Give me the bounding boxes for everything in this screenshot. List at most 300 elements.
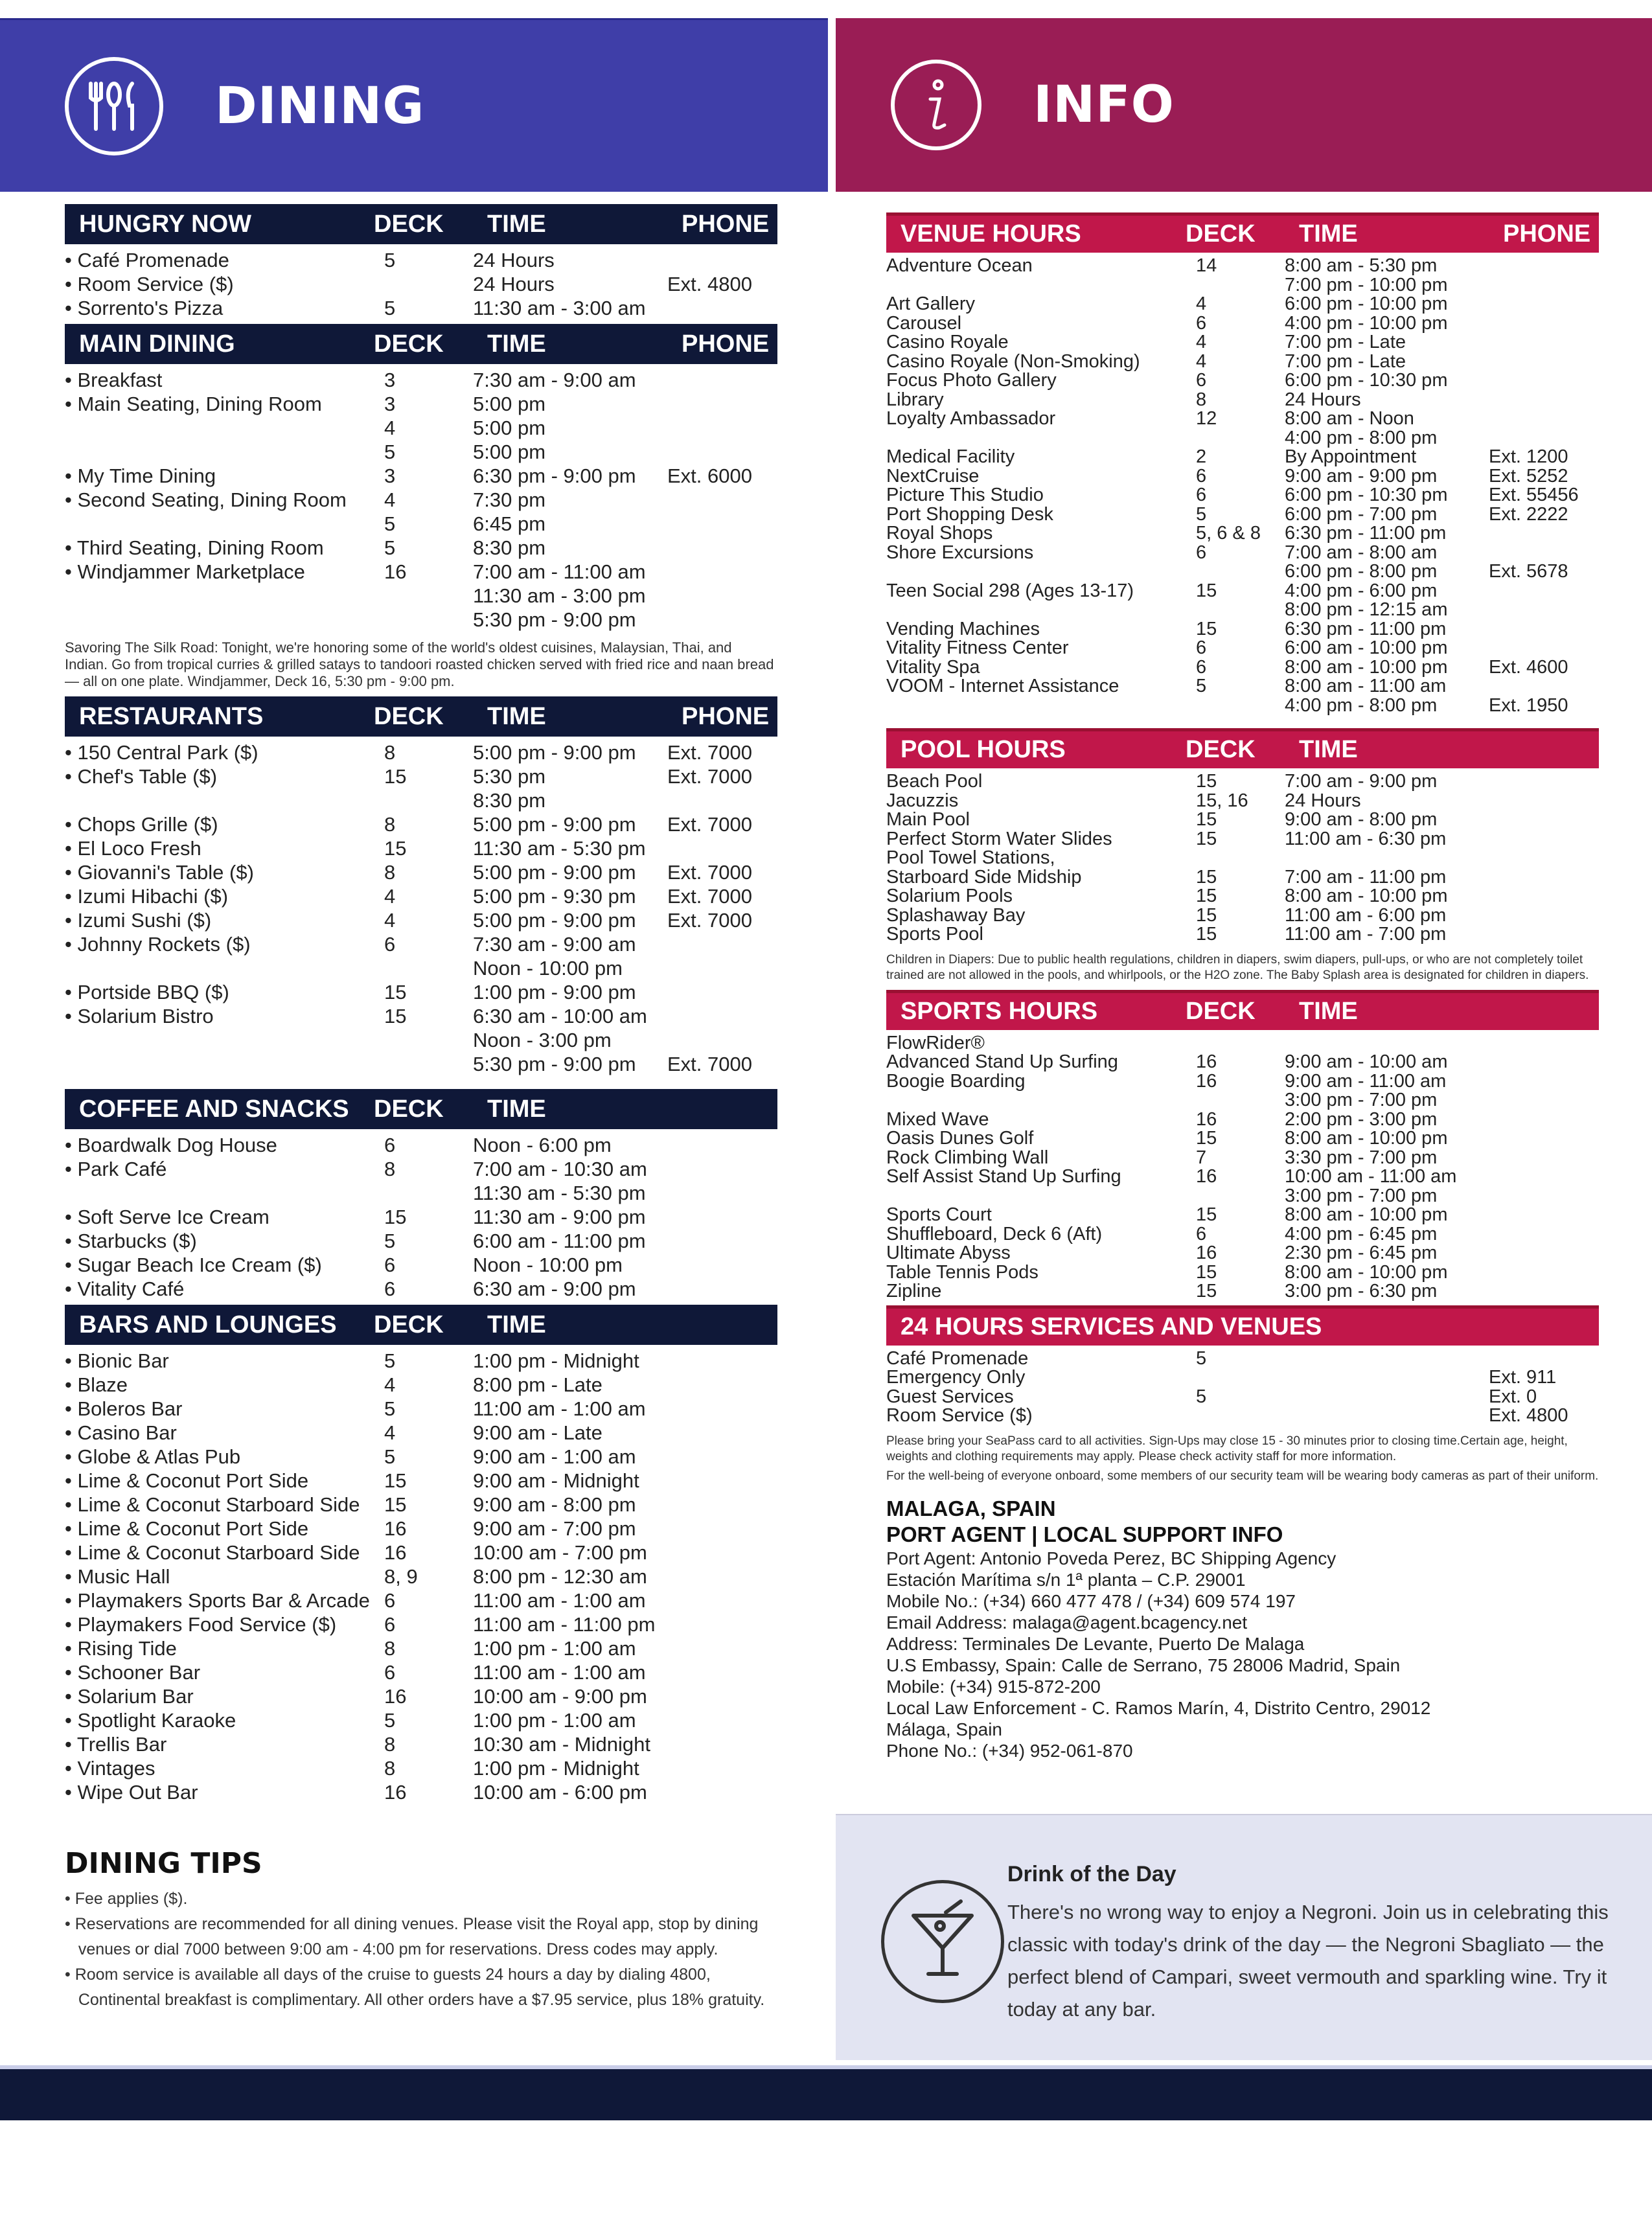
phone: Ext. 5252 — [1489, 465, 1568, 487]
deck: 15 — [1196, 866, 1217, 888]
phone: Ext. 7000 — [667, 765, 752, 788]
list-item — [65, 932, 777, 956]
phone: Ext. 6000 — [667, 464, 752, 487]
time: 9:00 am - Late — [473, 1421, 602, 1444]
deck: 15 — [384, 981, 407, 1003]
list-item — [65, 764, 777, 788]
column-header: TIME — [487, 1311, 546, 1338]
time: 5:00 pm — [473, 441, 546, 463]
section-header — [65, 324, 777, 364]
deck: 6 — [1196, 312, 1207, 334]
deck: 16 — [384, 1541, 407, 1564]
list-item — [886, 391, 1599, 410]
venue-name: Vitality Fitness Center — [886, 637, 1069, 658]
deck: 15 — [1196, 771, 1217, 792]
list-item — [65, 1612, 777, 1636]
deck: 3 — [384, 464, 396, 487]
list-item — [65, 1780, 777, 1804]
deck: 15 — [1196, 580, 1217, 601]
venue-name: Casino Royale — [886, 332, 1009, 352]
venue-name: • Chops Grille ($) — [65, 812, 360, 836]
list-item — [886, 658, 1599, 678]
phone: Ext. 4600 — [1489, 656, 1568, 678]
list-item — [65, 740, 777, 764]
dining-header — [0, 18, 828, 192]
phone: Ext. 5678 — [1489, 561, 1568, 582]
venue-name: • Izumi Hibachi ($) — [65, 884, 360, 908]
time: 24 Hours — [473, 249, 555, 271]
venue-name: NextCruise — [886, 465, 980, 487]
venue-name: • Soft Serve Ice Cream — [65, 1205, 360, 1229]
port-line: Mobile No.: (+34) 660 477 478 / (+34) 609 574 197 — [886, 1590, 1296, 1611]
deck: 6 — [384, 1613, 396, 1636]
list-item — [65, 1493, 777, 1517]
time: 11:00 am - 1:00 am — [473, 1661, 646, 1684]
deck: 15 — [1196, 828, 1217, 849]
time: 5:00 pm — [473, 393, 546, 415]
list-item — [65, 908, 777, 932]
venue-name: Beach Pool — [886, 771, 983, 792]
time: 10:30 am - Midnight — [473, 1733, 650, 1756]
info-title: INFO — [1033, 76, 1175, 134]
column-header: TIME — [487, 330, 546, 358]
list-item — [886, 409, 1599, 429]
venue-name: • Lime & Coconut Port Side — [65, 1517, 360, 1541]
venue-name: • Playmakers Sports Bar & Arcade — [65, 1588, 360, 1612]
list-item — [886, 544, 1599, 563]
list-item — [65, 1517, 777, 1541]
time: 7:00 pm - Late — [1285, 350, 1406, 372]
deck: 4 — [384, 885, 396, 908]
port-line: Estación Marítima s/n 1ª planta – C.P. 29001 — [886, 1569, 1246, 1590]
dining-title: DINING — [215, 76, 425, 135]
section-rows — [886, 1346, 1599, 1430]
time: 11:00 am - 7:00 pm — [1285, 924, 1447, 945]
time: 7:30 am - 9:00 am — [473, 933, 636, 956]
column-header: TIME — [487, 702, 546, 730]
column-header: DECK — [1186, 736, 1256, 763]
section-header — [65, 1305, 777, 1345]
tip-line: Continental breakfast is complimentary. All other orders have a $7.95 service, plus 18% gratuity. — [65, 1991, 765, 2009]
deck: 8, 9 — [384, 1565, 418, 1588]
time: 6:30 pm - 11:00 pm — [1285, 523, 1447, 544]
list-item — [886, 505, 1599, 525]
time: 8:30 pm — [473, 789, 546, 812]
deck: 15 — [1196, 618, 1217, 639]
column-header: PHONE — [682, 702, 770, 730]
deck: 5 — [384, 1709, 396, 1732]
list-item — [886, 925, 1599, 945]
list-item — [65, 584, 777, 608]
deck: 15 — [384, 837, 407, 860]
deck: 6 — [384, 1278, 396, 1300]
time: 3:00 pm - 6:30 pm — [1285, 1281, 1438, 1301]
deck: 4 — [384, 488, 396, 511]
list-item — [65, 1636, 777, 1660]
section-header — [65, 696, 777, 737]
venue-name: • Solarium Bar — [65, 1684, 360, 1708]
time: 24 Hours — [1285, 790, 1361, 811]
time: 8:00 pm - Late — [473, 1373, 602, 1396]
list-item — [65, 296, 777, 320]
list-item — [65, 1052, 777, 1076]
list-item — [886, 314, 1599, 334]
deck: 16 — [384, 1781, 407, 1804]
list-item — [65, 1205, 777, 1229]
info-column — [886, 212, 1599, 1761]
venue-name: Emergency Only — [886, 1367, 1026, 1388]
deck: 4 — [1196, 293, 1207, 314]
venue-name: • Starbucks ($) — [65, 1229, 360, 1253]
list-item — [886, 1406, 1599, 1426]
cocktail-icon — [881, 1880, 1004, 2003]
venue-name: • Rising Tide — [65, 1636, 360, 1660]
time: 8:30 pm — [473, 536, 546, 559]
time: By Appointment — [1285, 446, 1417, 467]
venue-name: Mixed Wave — [886, 1108, 989, 1130]
venue-name: Carousel — [886, 312, 962, 334]
list-item — [886, 849, 1599, 868]
venue-name: Boogie Boarding — [886, 1070, 1026, 1092]
time: 8:00 am - 10:00 pm — [1285, 656, 1448, 678]
time: 5:00 pm - 9:00 pm — [473, 861, 636, 884]
section-rows — [886, 253, 1599, 719]
services-24-section — [886, 1305, 1599, 1430]
venue-name: • Schooner Bar — [65, 1660, 360, 1684]
list-item — [65, 1229, 777, 1253]
venue-name: • Second Seating, Dining Room — [65, 488, 360, 512]
main-dining-section — [65, 324, 777, 636]
list-item — [65, 1708, 777, 1732]
column-header: DECK — [374, 1095, 444, 1123]
time: 8:00 pm - 12:15 am — [1285, 599, 1448, 620]
list-item — [886, 1187, 1599, 1206]
deck: 15 — [384, 1469, 407, 1492]
list-item — [886, 1149, 1599, 1168]
list-item — [886, 448, 1599, 467]
list-item — [65, 1004, 777, 1028]
list-item — [886, 1129, 1599, 1149]
venue-name: Shuffleboard, Deck 6 (Aft) — [886, 1223, 1103, 1244]
port-lines — [886, 1548, 1599, 1761]
time: 11:30 am - 5:30 pm — [473, 837, 646, 860]
venue-name: Café Promenade — [886, 1347, 1029, 1369]
deck: 6 — [1196, 656, 1207, 678]
time: 8:00 am - 10:00 pm — [1285, 886, 1448, 906]
deck: 5, 6 & 8 — [1196, 523, 1261, 544]
deck: 6 — [384, 1254, 396, 1276]
list-item — [65, 272, 777, 296]
list-item — [886, 792, 1599, 811]
bars-lounges-section — [65, 1305, 777, 1808]
deck: 4 — [384, 417, 396, 439]
time: 6:00 pm - 10:30 pm — [1285, 370, 1448, 391]
list-item — [65, 1157, 777, 1181]
phone: Ext. 2222 — [1489, 503, 1568, 525]
time: 5:00 pm - 9:00 pm — [473, 813, 636, 836]
time: 2:00 pm - 3:00 pm — [1285, 1108, 1438, 1130]
venue-name: • Lime & Coconut Starboard Side — [65, 1541, 360, 1564]
phone: Ext. 7000 — [667, 861, 752, 884]
section-rows — [886, 768, 1599, 948]
list-item — [65, 464, 777, 488]
drink-title: Drink of the Day — [1007, 1862, 1176, 1886]
time: 11:00 am - 11:00 pm — [473, 1613, 656, 1636]
time: 7:00 am - 8:00 am — [1285, 542, 1438, 563]
deck: 4 — [384, 909, 396, 932]
phone: Ext. 4800 — [1489, 1405, 1568, 1426]
venue-name: Zipline — [886, 1281, 942, 1301]
deck: 5 — [1196, 503, 1207, 525]
deck: 8 — [384, 813, 396, 836]
list-item — [886, 677, 1599, 696]
deck: 6 — [1196, 542, 1207, 563]
section-rows — [65, 244, 777, 324]
section-rows — [65, 364, 777, 636]
deck: 15 — [384, 1005, 407, 1027]
deck: 4 — [384, 1373, 396, 1396]
time: 10:00 am - 7:00 pm — [473, 1541, 647, 1564]
section-title: MAIN DINING — [79, 330, 235, 358]
column-header: PHONE — [1503, 220, 1591, 247]
venue-name: • Third Seating, Dining Room — [65, 536, 360, 560]
list-item — [65, 1684, 777, 1708]
section-header — [886, 728, 1599, 768]
time: 11:30 am - 9:00 pm — [473, 1206, 646, 1228]
venue-name: • Main Seating, Dining Room — [65, 392, 360, 416]
section-title: COFFEE AND SNACKS — [79, 1095, 349, 1123]
phone: Ext. 7000 — [667, 1053, 752, 1075]
column-header: PHONE — [682, 210, 770, 238]
venue-name: Pool Towel Stations, — [886, 847, 1055, 868]
list-item — [886, 868, 1599, 888]
list-item — [886, 601, 1599, 620]
list-item — [65, 860, 777, 884]
restaurants-section — [65, 696, 777, 1080]
time: 6:30 am - 10:00 am — [473, 1005, 647, 1027]
list-item — [65, 1277, 777, 1301]
list-item — [886, 639, 1599, 658]
deck: 5 — [384, 441, 396, 463]
port-line: Local Law Enforcement - C. Ramos Marín, 4, Distrito Centro, 29012 — [886, 1697, 1431, 1718]
deck: 6 — [384, 933, 396, 956]
venue-name: • Chef's Table ($) — [65, 764, 360, 788]
venue-name: Casino Royale (Non-Smoking) — [886, 350, 1140, 372]
deck: 6 — [1196, 485, 1207, 505]
venue-name: Shore Excursions — [886, 542, 1034, 563]
deck: 4 — [1196, 332, 1207, 352]
deck: 5 — [384, 512, 396, 535]
venue-name: Starboard Side Midship — [886, 866, 1082, 888]
time: 1:00 pm - 1:00 am — [473, 1637, 636, 1660]
list-item — [65, 980, 777, 1004]
venue-name: Loyalty Ambassador — [886, 408, 1056, 429]
section-rows — [886, 1030, 1599, 1305]
time: 10:00 am - 11:00 am — [1285, 1166, 1457, 1187]
deck: 5 — [384, 1445, 396, 1468]
list-item — [886, 1110, 1599, 1130]
deck: 16 — [1196, 1051, 1217, 1072]
time: 6:00 am - 10:00 pm — [1285, 637, 1448, 658]
time: 1:00 pm - Midnight — [473, 1757, 639, 1780]
column-header: TIME — [1299, 997, 1358, 1025]
dining-column — [65, 204, 777, 2013]
deck: 5 — [384, 297, 396, 319]
time: 4:00 pm - 10:00 pm — [1285, 312, 1448, 334]
phone: Ext. 7000 — [667, 909, 752, 932]
time: 9:00 am - 11:00 am — [1285, 1070, 1447, 1092]
list-item — [65, 1564, 777, 1588]
venue-name: • Vintages — [65, 1756, 360, 1780]
venue-name: • 150 Central Park ($) — [65, 740, 360, 764]
list-item — [65, 248, 777, 272]
deck: 5 — [1196, 1386, 1207, 1407]
venue-name: Splashaway Bay — [886, 904, 1026, 926]
list-item — [65, 1541, 777, 1564]
list-item — [65, 368, 777, 392]
deck: 4 — [384, 1421, 396, 1444]
list-item — [65, 956, 777, 980]
venue-name: • Izumi Sushi ($) — [65, 908, 360, 932]
venue-name: Teen Social 298 (Ages 13-17) — [886, 580, 1134, 601]
time: 11:30 am - 5:30 pm — [473, 1182, 646, 1204]
dining-tips-list — [65, 1886, 777, 2013]
time: 3:00 pm - 7:00 pm — [1285, 1185, 1438, 1206]
time: 3:00 pm - 7:00 pm — [1285, 1090, 1438, 1110]
time: 7:00 pm - 10:00 pm — [1285, 274, 1448, 295]
venue-name: • Spotlight Karaoke — [65, 1708, 360, 1732]
list-item — [886, 371, 1599, 391]
venue-name: Oasis Dunes Golf — [886, 1128, 1034, 1149]
venue-name: • Globe & Atlas Pub — [65, 1445, 360, 1469]
list-item — [65, 416, 777, 440]
info-icon — [891, 60, 981, 150]
deck: 5 — [384, 1397, 396, 1420]
column-header: DECK — [1186, 220, 1256, 247]
list-item — [886, 696, 1599, 716]
time: 11:00 am - 1:00 am — [473, 1589, 646, 1612]
time: 7:00 am - 11:00 pm — [1285, 866, 1447, 888]
time: 8:00 am - 10:00 pm — [1285, 1261, 1448, 1283]
time: 7:00 am - 10:30 am — [473, 1158, 647, 1180]
coffee-snacks-section — [65, 1089, 777, 1305]
deck: 16 — [384, 1685, 407, 1708]
venue-name: • Breakfast — [65, 368, 360, 392]
time: 2:30 pm - 6:45 pm — [1285, 1243, 1438, 1263]
deck: 3 — [384, 369, 396, 391]
time: 9:00 am - 9:00 pm — [1285, 465, 1438, 487]
time: 4:00 pm - 8:00 pm — [1285, 694, 1438, 716]
venue-name: • Casino Bar — [65, 1421, 360, 1445]
venue-name: • Windjammer Marketplace — [65, 560, 360, 584]
list-item — [886, 620, 1599, 639]
time: 4:00 pm - 8:00 pm — [1285, 427, 1438, 448]
time: 7:00 am - 9:00 pm — [1285, 771, 1438, 792]
port-line: Mobile: (+34) 915-872-200 — [886, 1676, 1101, 1697]
venue-name: • Sorrento's Pizza — [65, 296, 360, 320]
list-item — [65, 884, 777, 908]
port-info — [886, 1496, 1599, 1761]
list-item — [886, 1225, 1599, 1244]
deck: 15 — [1196, 1281, 1217, 1301]
drink-body: There's no wrong way to enjoy a Negroni. Join us in celebrating this classic with today's drink of the day — the Negroni Sbagliato — the perfect blend of Campari, sweet vermouth and sparkling wine. Try it today at any bar. — [1007, 1901, 1609, 2021]
deck: 4 — [1196, 350, 1207, 372]
phone: Ext. 4800 — [667, 273, 752, 295]
time: 4:00 pm - 6:00 pm — [1285, 580, 1438, 601]
time: 9:00 am - 8:00 pm — [473, 1493, 636, 1516]
section-title: SPORTS HOURS — [901, 997, 1098, 1025]
column-header: TIME — [487, 210, 546, 238]
tip-line: • Reservations are recommended for all dining venues. Please visit the Royal app, stop by dining — [65, 1915, 759, 1933]
phone: Ext. 7000 — [667, 885, 752, 908]
venue-name: Medical Facility — [886, 446, 1015, 467]
venue-name: Self Assist Stand Up Surfing — [886, 1166, 1121, 1187]
deck: 16 — [384, 560, 407, 583]
list-item — [886, 333, 1599, 352]
section-title: 24 HOURS SERVICES AND VENUES — [901, 1312, 1322, 1340]
venue-name: Room Service ($) — [886, 1405, 1033, 1426]
time: 8:00 am - Noon — [1285, 408, 1414, 429]
list-item — [65, 392, 777, 416]
list-item — [886, 1034, 1599, 1053]
time: 6:30 am - 9:00 pm — [473, 1278, 636, 1300]
time: 9:00 am - 8:00 pm — [1285, 809, 1438, 830]
column-header: DECK — [374, 210, 444, 238]
venue-name: • Playmakers Food Service ($) — [65, 1612, 360, 1636]
list-item — [886, 887, 1599, 906]
time: 6:30 pm - 11:00 pm — [1285, 618, 1447, 639]
seapass-note: Please bring your SeaPass card to all activities. Sign-Ups may close 15 - 30 minutes prior to closing time.Certain age, height, weights and clothing requirements may apply. Please check activity staff for more information. — [886, 1434, 1568, 1463]
deck: 16 — [1196, 1243, 1217, 1263]
list-item — [65, 1349, 777, 1373]
time: Noon - 3:00 pm — [473, 1029, 612, 1051]
column-header: DECK — [374, 330, 444, 358]
list-item — [65, 1181, 777, 1205]
time: 10:00 am - 9:00 pm — [473, 1685, 647, 1708]
list-item — [65, 1732, 777, 1756]
deck: 6 — [1196, 637, 1207, 658]
deck: 15 — [384, 1493, 407, 1516]
port-line: Málaga, Spain — [886, 1719, 1003, 1739]
section-rows — [65, 1345, 777, 1808]
list-item — [886, 1167, 1599, 1187]
venue-name: • Room Service ($) — [65, 272, 360, 296]
deck: 16 — [1196, 1108, 1217, 1130]
phone: Ext. 7000 — [667, 813, 752, 836]
list-item — [65, 1588, 777, 1612]
time: 6:00 am - 11:00 pm — [473, 1230, 646, 1252]
list-item — [886, 1053, 1599, 1072]
time: 5:00 pm - 9:00 pm — [473, 909, 636, 932]
section-header — [886, 990, 1599, 1030]
time: 9:00 am - 1:00 am — [473, 1445, 636, 1468]
list-item — [886, 295, 1599, 314]
time: 7:30 pm — [473, 488, 546, 511]
deck: 7 — [1196, 1147, 1207, 1168]
time: 8:00 pm - 12:30 am — [473, 1565, 647, 1588]
deck: 5 — [384, 1349, 396, 1372]
section-title: BARS AND LOUNGES — [79, 1311, 337, 1338]
deck: 6 — [384, 1134, 396, 1156]
tip-line: • Room service is available all days of the cruise to guests 24 hours a day by dialing 4800, — [65, 1966, 711, 1984]
diapers-note: Children in Diapers: Due to public health regulations, children in diapers, swim diapers, pull-ups, or who are not completely toilet trained are not allowed in the pools, and whirlpools, or the H2O zone. The Baby Splash area is designated for children in diapers. — [886, 952, 1589, 982]
venue-hours-section — [886, 212, 1599, 719]
time: 6:00 pm - 10:00 pm — [1285, 293, 1448, 314]
time: 1:00 pm - 1:00 am — [473, 1709, 636, 1732]
time: 6:30 pm - 9:00 pm — [473, 464, 636, 487]
time: 9:00 am - 10:00 am — [1285, 1051, 1448, 1072]
time: 9:00 am - Midnight — [473, 1469, 639, 1492]
